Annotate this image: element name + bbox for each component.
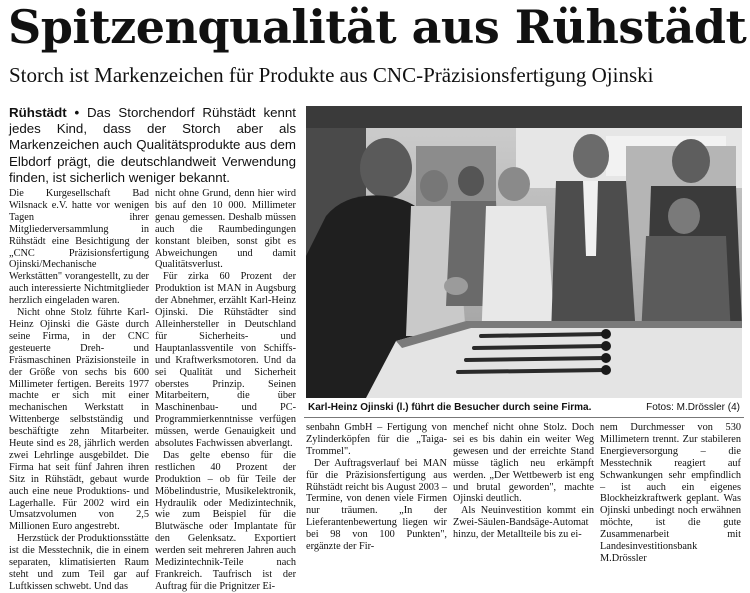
photo-credit: Fotos: M.Drössler (4)	[646, 402, 740, 413]
paragraph: Das gelte ebenso für die restlichen 40 Prozent der Produktion – ob für Teile der Möbelindustrie, Musikelektronik, Hydraulik oder Medizintechnik, wie zum Beispiel für die Blutwäsche oder Implantate für den Gelenksatz. Exportiert werden seit mehreren Jahren auch Medizintechnik-Teile nach Frankreich. Taufrisch ist der Auftrag für die Prignitzer Ei-	[155, 449, 296, 592]
dateline: Rühstädt •	[9, 105, 80, 120]
paragraph: senbahn GmbH – Fertigung von Zylinderköpfen für die „Taiga-Trommel".	[306, 422, 447, 457]
paragraph: Die Kurgesellschaft Bad Wilsnack e.V. hatte vor wenigen Tagen ihrer Mitgliederversammlung in Rühstädt eine Besichtigung der „CNC Präzisionsfertigung Ojinski/Mechanische Werkstätten" vorangestellt, zu der auch interessierte Nichtmitglieder herzlich eingeladen waren.	[9, 188, 149, 307]
paragraph: menchef nicht ohne Stolz. Doch sei es bis dahin ein weiter Weg gewesen und der erreichte Stand müsse täglich neu erkämpft werden. „Der Wettbewerb ist eng und brutal geworden", machte Ojinski deutlich.	[453, 422, 594, 505]
paragraph: Für zirka 60 Prozent der Produktion ist MAN in Augsburg der Abnehmer, erzählt Karl-Heinz Ojinski. Die Rühstädter sind Alleinhersteller in Deutschland für Sicherheits- und Hauptanlassventile von Schiffs- und Kraftwerksmotoren. Und da sei Qualität und Sicherheit oberstes Prinzip. Seinen Mitarbeitern, die über Maschinenbau- und PC-Programmierkenntnisse verfügen müssen, werde Genauigkeit und absolutes Fachwissen abverlangt.	[155, 271, 296, 450]
article-column-1	[9, 188, 149, 592]
divider	[304, 417, 744, 418]
subheadline: Storch ist Markenzeichen für Produkte aus CNC-Präzisionsfertigung Ojinski	[9, 63, 654, 87]
photo-caption-bar	[306, 400, 742, 416]
lead-text: Das Storchendorf Rühstädt kennt jedes Kind, dass der Storch aber als Markenzeichen auch Qualitätsprodukte aus dem Elbdorf prägt, die deutschlandweit Verwendung finden, ist sicherlich weniger bekannt.	[9, 105, 296, 185]
lead-paragraph	[9, 105, 296, 187]
article-column-2	[155, 188, 296, 592]
paragraph: nicht ohne Grund, denn hier wird bis auf den 10 000. Millimeter genau gemessen. Deshalb müssen auch die Raumbedingungen konstant bleiben, sonst gibt es Abweichungen und damit Qualitätsverlust.	[155, 188, 296, 271]
article-column-4	[453, 422, 594, 546]
paragraph: Der Auftragsverlauf bei MAN für die Präzisionsfertigung aus Rühstädt reicht bis August 2003 – Termine, von denen viele Firmen nur träumen. „In der Lieferantenbewertung liegen wir bei 98 von 100 Punkten", ergänzte der Fir-	[306, 457, 447, 553]
article-column-3	[306, 422, 447, 553]
paragraph: Als Neuinvestition kommt ein Zwei-Säulen-Bandsäge-Automat hinzu, der Metallteile bis zu ei-	[453, 505, 594, 541]
paragraph: Herzstück der Produktionsstätte ist die Messtechnik, die in einem separaten, klimatisierten Raum steht und zum Teil gar auf Luftkissen schwebt. Und das	[9, 533, 149, 592]
paragraph: nem Durchmesser von 530 Millimetern trennt. Zur stabileren Energieversorgung – die Messtechnik reagiert auf Schwankungen sehr empfindlich – ist auch ein eigenes Blockheizkraftwerk geplant. Was Ojinski unbedingt noch erwähnen möchte, ist die gute Zusammenarbeit mit Landesinvestitionsbank M.Drössler	[600, 422, 741, 564]
photo-image	[306, 106, 742, 398]
article-column-5	[600, 422, 741, 564]
photo-caption: Karl-Heinz Ojinski (l.) führt die Besucher durch seine Firma.	[308, 402, 592, 413]
article-photo	[306, 106, 742, 398]
paragraph: Nicht ohne Stolz führte Karl-Heinz Ojinski die Gäste durch seine Firma, in der CNC gesteuerte Dreh- und Fräsmaschinen Präzisionsteile in der Größe von sechs bis 600 Millimeter fertigen. Bereits 1977 machte er sich mit einer mechanischen Werkstatt in Wittenberge selbstständig und beschäftigte zehn Mitarbeiter. Heute sind es 28, jährlich werden zwei Lehrlinge ausgebildet. Die Firma hat seit fünf Jahren ihren Sitz in Rühstädt, gebaut wurde auch eine neue Produktions- und Lagerhalle. Für 2002 wird ein Umsatzvolumen von 2,5 Millionen Euro angestrebt.	[9, 307, 149, 533]
headline: Spitzenqualität aus Rühstädt	[8, 0, 747, 54]
